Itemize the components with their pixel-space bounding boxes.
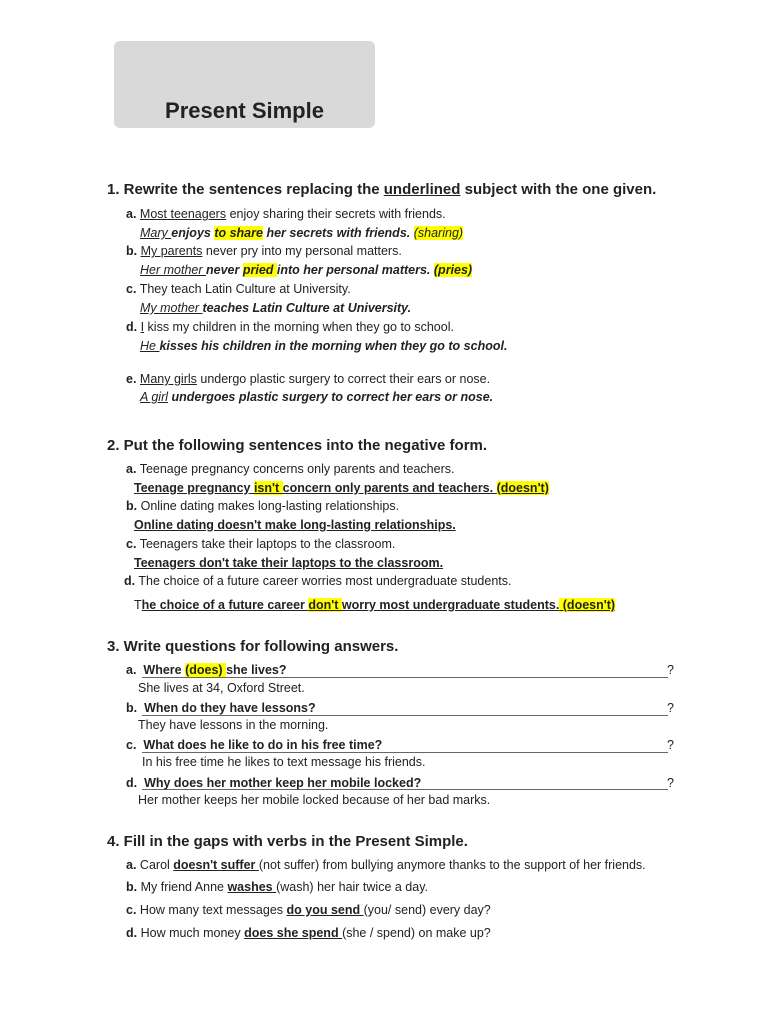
item-letter: e. — [126, 372, 137, 386]
sentence-text: enjoy sharing their secrets with friends. — [226, 207, 446, 221]
title-box — [114, 41, 375, 128]
answer-text: teaches Latin Culture at University. — [202, 301, 412, 315]
s1-item-e — [126, 372, 490, 386]
gap-answer: do you send — [286, 903, 364, 917]
sentence-text: Carol — [139, 858, 174, 872]
s3-answer-a: She lives at 34, Oxford Street. — [138, 681, 305, 695]
s3-answer-c: In his free time he likes to text message his friends. — [142, 755, 426, 769]
answer-text: her secrets with friends. — [262, 226, 411, 240]
item-letter: b. — [126, 701, 138, 715]
question-mark: ? — [667, 776, 674, 790]
section-3-heading: 3. Write questions for following answers. — [107, 638, 399, 655]
item-letter: b. — [126, 880, 138, 894]
item-letter: c. — [126, 537, 137, 551]
item-letter: c. — [126, 738, 137, 752]
s1-answer-d — [134, 339, 507, 353]
item-letter: d. — [126, 320, 138, 334]
item-letter: b. — [126, 244, 138, 258]
question-text: What does he like to do in his free time? — [143, 738, 383, 752]
section-2-heading: 2. Put the following sentences into the negative form. — [107, 437, 488, 454]
s4-item-c — [126, 903, 491, 917]
answer-line-c — [142, 752, 668, 753]
s4-item-d — [126, 926, 491, 940]
s2-item-d — [124, 574, 511, 588]
s1-answer-a — [140, 226, 463, 240]
s3-answer-d: Her mother keeps her mobile locked because of her bad marks. — [138, 793, 491, 807]
hint: (doesn't) — [559, 598, 616, 612]
sentence-text: undergo plastic surgery to correct their ears or nose. — [196, 372, 491, 386]
answer-text: Teenage pregnancy — [134, 481, 254, 495]
s1-item-c — [126, 282, 351, 296]
sentence-text: How many text messages — [139, 903, 287, 917]
answer-text: into her personal matters. — [276, 263, 431, 277]
hint: (pries) — [433, 263, 473, 277]
item-letter: a. — [126, 858, 137, 872]
sentence-text: Online dating makes long-lasting relationships. — [140, 499, 400, 513]
heading-underlined-word: underlined — [383, 181, 461, 198]
s3-question-a — [126, 663, 287, 677]
highlighted-aux: (does) — [185, 663, 227, 677]
answer-subject: My mother — [140, 301, 203, 315]
sentence-text: Teenagers take their laptops to the classroom. — [139, 537, 396, 551]
sentence-text: (she / spend) on make up? — [342, 926, 491, 940]
s3-question-b — [126, 701, 316, 715]
s3-question-c — [126, 738, 382, 752]
sentence-text: (wash) her hair twice a day. — [276, 880, 429, 894]
question-text: When do they have lessons? — [144, 701, 316, 715]
item-letter: c. — [126, 903, 137, 917]
item-letter: a. — [126, 663, 137, 677]
s4-item-b — [126, 880, 428, 894]
item-letter: d. — [124, 574, 136, 588]
s2-answer-b: Online dating doesn't make long-lasting relationships. — [134, 518, 456, 532]
heading-text: 1. Rewrite the sentences replacing the — [107, 181, 384, 198]
answer-first-letter: T — [134, 598, 142, 612]
gap-answer: washes — [227, 880, 277, 894]
highlighted-verb: to share — [214, 226, 263, 240]
item-letter: a. — [126, 207, 137, 221]
sentence-text: (you/ send) every day? — [363, 903, 491, 917]
s2-answer-c: Teenagers don't take their laptops to the classroom. — [134, 556, 444, 570]
answer-text: undergoes plastic surgery to correct her ears or nose. — [168, 390, 494, 404]
gap-answer: does she spend — [244, 926, 343, 940]
sentence-text: never pry into my personal matters. — [202, 244, 402, 258]
sentence-text: (not suffer) from bullying anymore thanks to the support of her friends. — [258, 858, 646, 872]
answer-subject: Mary — [140, 226, 172, 240]
question-text: she lives? — [226, 663, 287, 677]
gap-answer: doesn't suffer — [173, 858, 259, 872]
sentence-text: They teach Latin Culture at University. — [139, 282, 351, 296]
s1-answer-e — [140, 390, 493, 404]
item-letter: d. — [126, 926, 138, 940]
answer-text: he choice of a future career — [141, 598, 309, 612]
underlined-subject: Many girls — [139, 372, 197, 386]
item-letter: b. — [126, 499, 138, 513]
question-mark: ? — [667, 738, 674, 752]
answer-subject: He — [140, 339, 160, 353]
s3-question-d — [126, 776, 421, 790]
sentence-text: My friend Anne — [140, 880, 228, 894]
item-letter: a. — [126, 462, 137, 476]
s2-item-a — [126, 462, 454, 476]
answer-text: worry most undergraduate students. — [341, 598, 560, 612]
s2-item-b — [126, 499, 399, 513]
sentence-text: How much money — [140, 926, 245, 940]
s2-answer-d — [134, 598, 615, 612]
question-text: Why does her mother keep her mobile locked? — [144, 776, 422, 790]
answer-line-a — [142, 677, 668, 678]
s1-item-b — [126, 244, 402, 258]
answer-text: kisses his children in the morning when they go to school. — [159, 339, 508, 353]
section-4-heading: 4. Fill in the gaps with verbs in the Present Simple. — [107, 833, 468, 850]
underlined-subject: I — [140, 320, 145, 334]
underlined-subject: Most teenagers — [139, 207, 227, 221]
highlighted-verb: don't — [308, 598, 342, 612]
s1-answer-b — [140, 263, 472, 277]
heading-text: subject with the one given. — [460, 181, 657, 198]
question-mark: ? — [667, 701, 674, 715]
item-letter: c. — [126, 282, 137, 296]
hint: (sharing) — [413, 226, 464, 240]
s1-item-a — [126, 207, 446, 221]
item-letter: d. — [126, 776, 138, 790]
s3-answer-b: They have lessons in the morning. — [138, 718, 329, 732]
highlighted-verb: pried — [242, 263, 277, 277]
section-1-heading — [107, 181, 656, 198]
page-title: Present Simple — [165, 98, 324, 123]
highlighted-verb: isn't — [253, 481, 283, 495]
s2-item-c — [126, 537, 395, 551]
hint: (doesn't) — [496, 481, 549, 495]
question-text: Where — [143, 663, 186, 677]
underlined-subject: My parents — [140, 244, 203, 258]
answer-subject: Her mother — [140, 263, 206, 277]
sentence-text: kiss my children in the morning when they go to school. — [144, 320, 454, 334]
answer-line-b — [142, 715, 668, 716]
answer-text: concern only parents and teachers. — [282, 481, 497, 495]
answer-subject: A girl — [140, 390, 169, 404]
question-mark: ? — [667, 663, 674, 677]
sentence-text: The choice of a future career worries most undergraduate students. — [138, 574, 512, 588]
s1-answer-c — [140, 301, 411, 315]
answer-text: enjoys — [171, 226, 215, 240]
s2-answer-a — [134, 481, 549, 495]
s4-item-a — [126, 858, 646, 872]
s1-item-d — [126, 320, 454, 334]
sentence-text: Teenage pregnancy concerns only parents and teachers. — [139, 462, 455, 476]
answer-text: never — [206, 263, 243, 277]
